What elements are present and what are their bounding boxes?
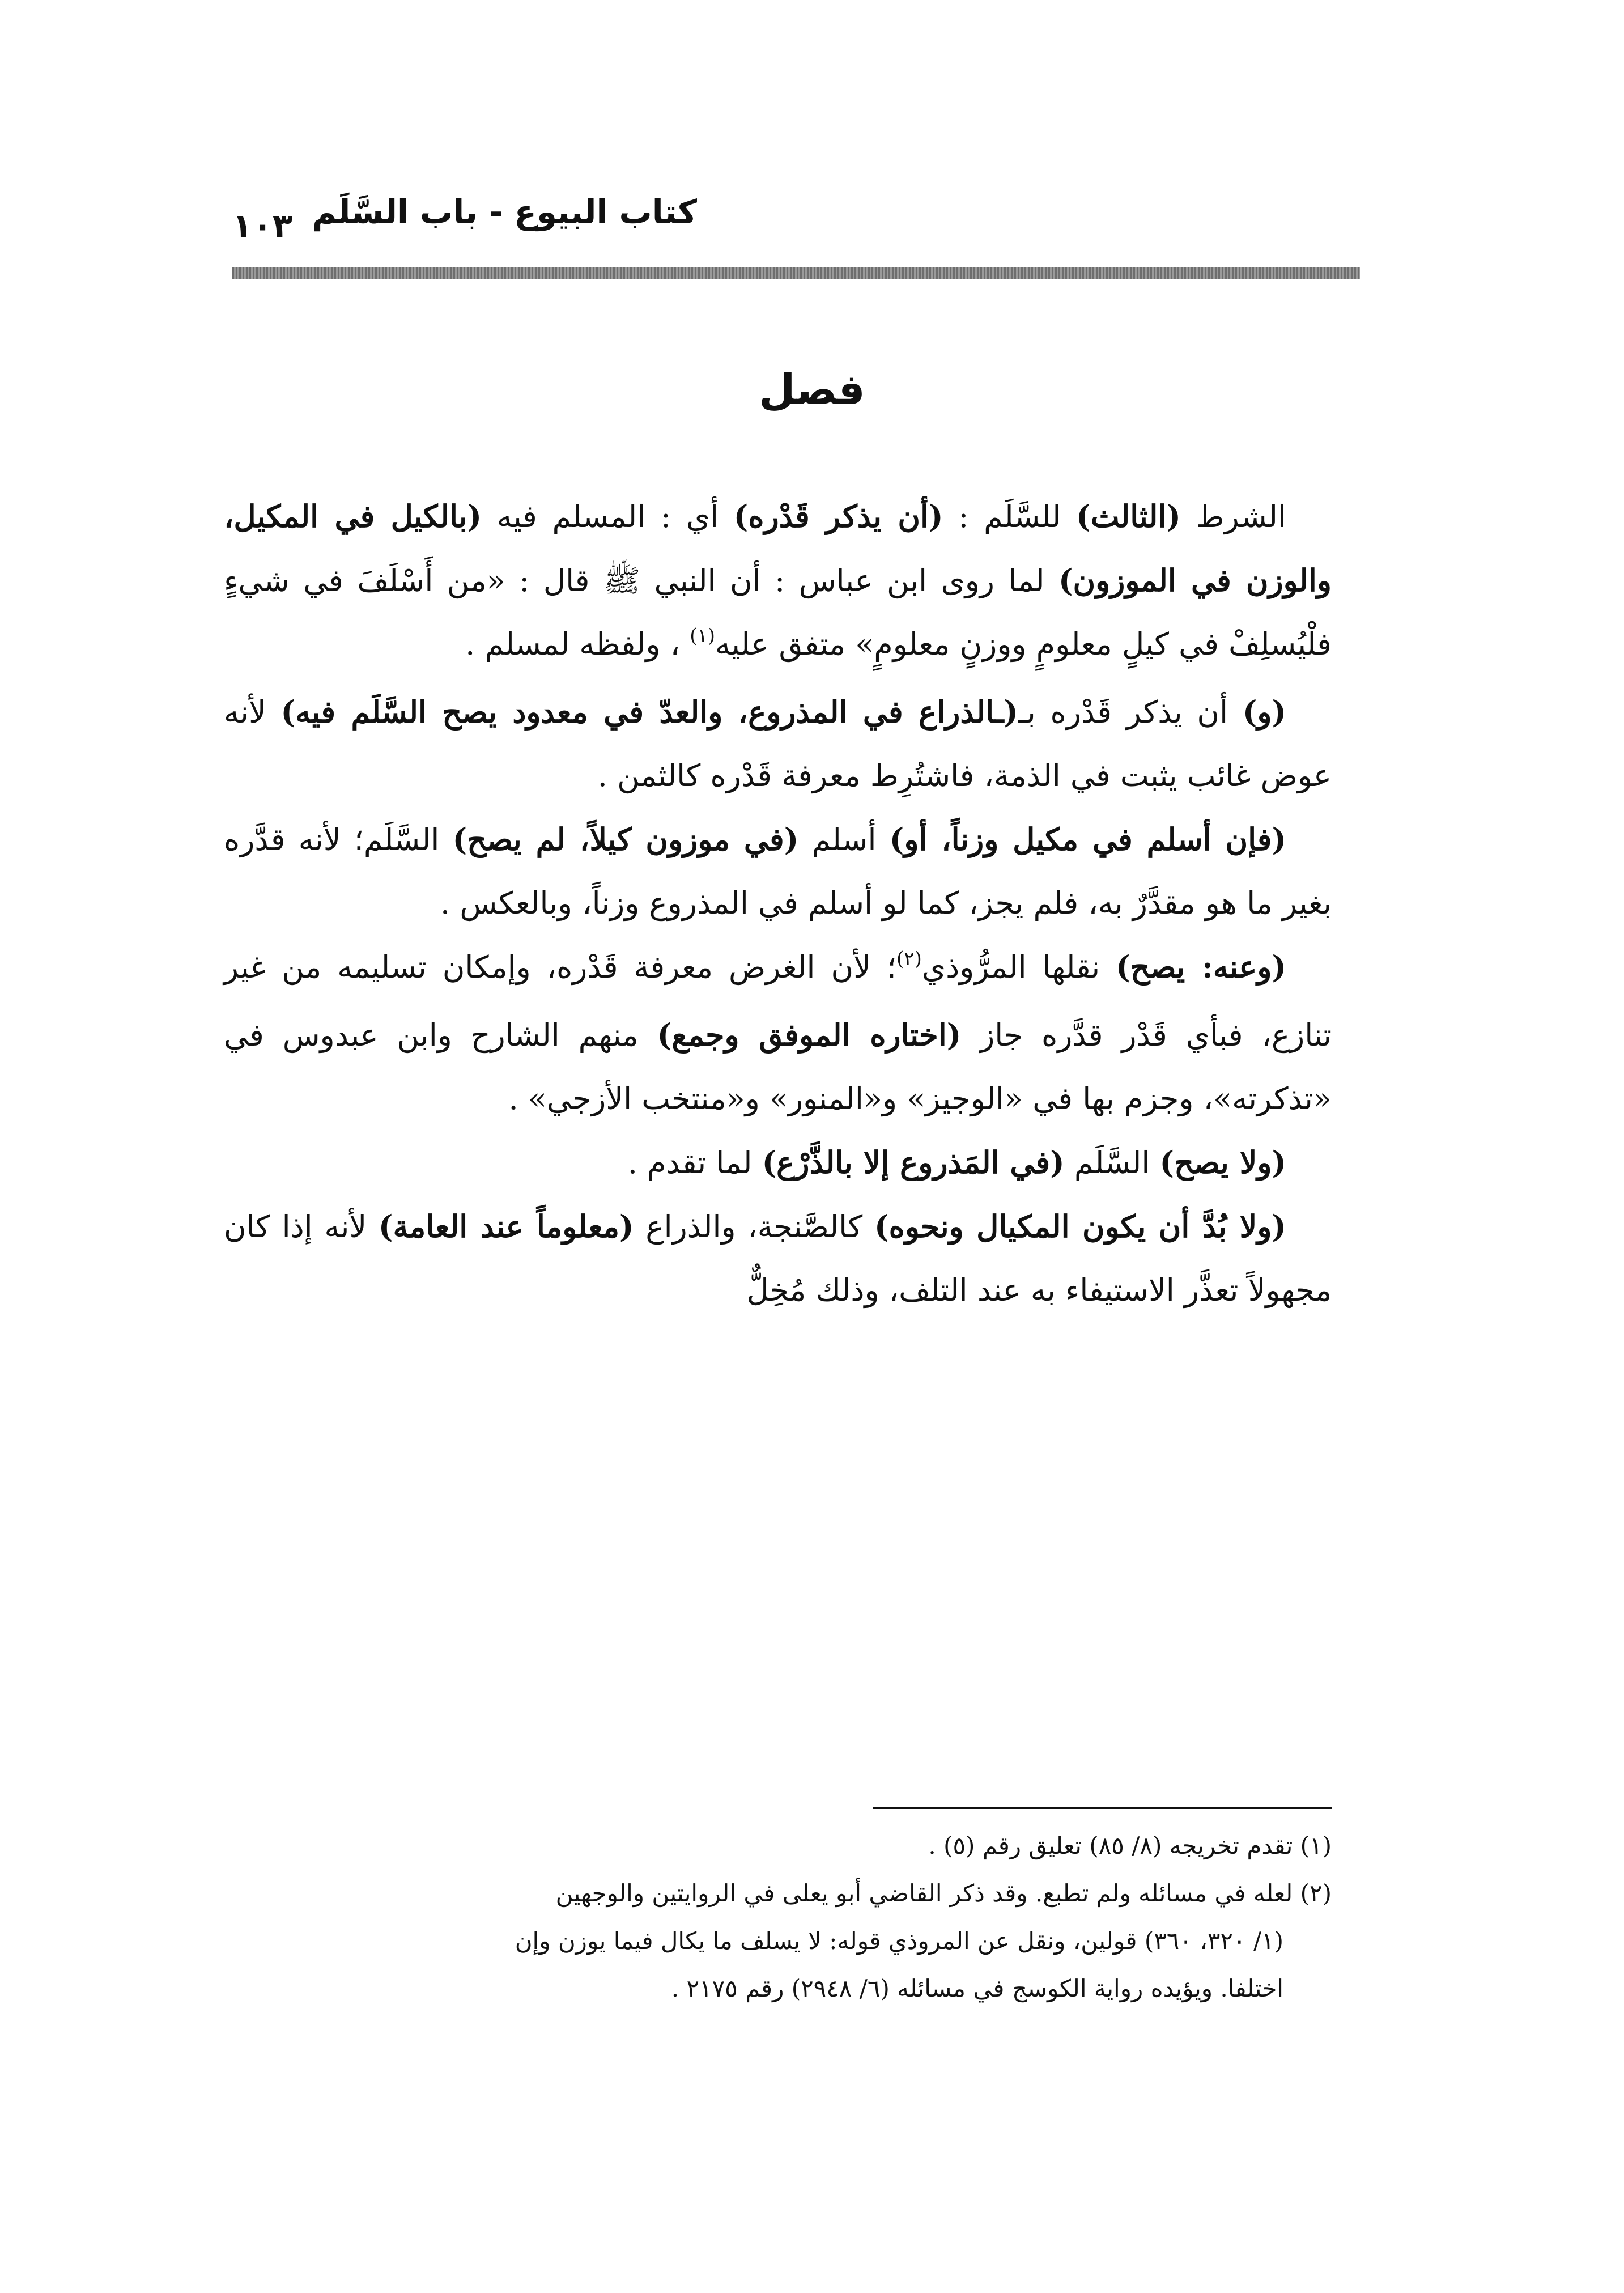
p2-bold-c: (ـالذراع في المذروع، والعدّ في معدود يصح السَّلَم فيه) bbox=[280, 694, 1018, 730]
p5-text-b: السَّلَم bbox=[1064, 1145, 1160, 1181]
p3-text-d: السَّلَم؛ لأنه قدَّره بغير ما هو مقدَّرٌ به، فلم يجز، كما لو أسلم في المذروع وزناً، وبالعكس . bbox=[224, 822, 1332, 921]
p3-bold-c: (في موزون كيلاً، لم يصح) bbox=[452, 821, 799, 857]
main-text bbox=[224, 485, 1332, 1322]
p2-text-d: لأنه عوض غائب يثبت في الذمة، فاشتُرِط معرفة قَدْره كالثمن . bbox=[224, 694, 1332, 793]
p1-bold-f: (بالكيل في المكيل، والوزن في الموزون) bbox=[224, 498, 1332, 598]
section-heading: فصل bbox=[759, 366, 865, 414]
p4-text-b: نقلها المرُّوذي bbox=[921, 949, 1116, 985]
page-number: ١٠٣ bbox=[232, 206, 293, 245]
p1-text-h: ، ولفظه لمسلم . bbox=[465, 626, 690, 662]
p5-text-d: لما تقدم . bbox=[627, 1145, 762, 1181]
p4-text-e: منهم الشارح وابن عبدوس في «تذكرته»، وجزم بها في «الوجيز» و«المنور» و«منتخب الأزجي» . bbox=[224, 1017, 1332, 1116]
paragraph-1 bbox=[224, 485, 1332, 680]
footnote-2-line-1: (٢) لعله في مسائله ولم تطبع. وقد ذكر القاضي أبو يعلى في الروايتين والوجهين bbox=[555, 1879, 1332, 1907]
p6-text-b: كالصَّنجة، والذراع bbox=[634, 1209, 875, 1245]
footnote-2-line-2: (١/ ٣٢٠، ٣٦٠) قولين، ونقل عن المروذي قوله: لا يسلف ما يكال فيما يوزن وإن bbox=[515, 1927, 1283, 1955]
p1-text-e: أي : المسلم فيه bbox=[482, 499, 734, 534]
paragraph-5 bbox=[224, 1131, 1332, 1195]
p2-text-b: أن يذكر قَدْره بـ bbox=[1018, 694, 1243, 730]
p3-bold-a: (فإن أسلم في مكيل وزناً، أو) bbox=[889, 821, 1286, 857]
p1-text-g: لما روى ابن عباس : أن النبي ﷺ قال : «من أَسْلَفَ في شيءٍ فلْيُسلِفْ في كيلٍ معلومٍ ووزنٍ معلومٍ» متفق عليه bbox=[224, 563, 1332, 662]
paragraph-2 bbox=[224, 680, 1332, 808]
p4-bold-d: (اختاره الموفق وجمع) bbox=[657, 1017, 962, 1053]
footnote-ref-1[interactable]: (١) bbox=[690, 625, 715, 647]
running-title: كتاب البيوع - باب السَّلَم bbox=[312, 193, 697, 231]
footnote-1: (١) تقدم تخريجه (٨/ ٨٥) تعليق رقم (٥) . bbox=[928, 1832, 1332, 1859]
page-header bbox=[232, 193, 1360, 255]
p5-bold-a: (ولا يصح) bbox=[1159, 1144, 1286, 1181]
footnote-2-line-3: اختلفا. ويؤيده رواية الكوسج في مسائله (٦/ ٢٩٤٨) رقم ٢١٧٥ . bbox=[671, 1974, 1283, 2002]
p6-bold-a: (ولا بُدَّ أن يكون المكيال ونحوه) bbox=[874, 1208, 1286, 1245]
p5-bold-c: (في المَذروع إلا بالذَّرْع) bbox=[762, 1144, 1065, 1181]
p4-bold-a: (وعنه: يصح) bbox=[1116, 949, 1287, 985]
p1-text-a: الشرط bbox=[1180, 499, 1287, 534]
p1-text-c: للسَّلَم : bbox=[943, 499, 1077, 534]
paragraph-3 bbox=[224, 808, 1332, 935]
footnote-ref-2[interactable]: (٢) bbox=[896, 948, 922, 970]
p1-bold-d: (أن يذكر قَدْره) bbox=[733, 498, 943, 534]
footnote-separator bbox=[873, 1807, 1332, 1809]
header-rule bbox=[232, 267, 1360, 279]
p6-text-d: لأنه إذا كان مجهولاً تعذَّر الاستيفاء به عند التلف، وذلك مُخِلٌّ bbox=[224, 1209, 1332, 1308]
p4-text-c: ؛ لأن الغرض معرفة قَدْره، وإمكان تسليمه من غير تنازع، فبأي قَدْر قدَّره جاز bbox=[224, 949, 1332, 1053]
paragraph-4 bbox=[224, 935, 1332, 1131]
p6-bold-c: (معلوماً عند العامة) bbox=[378, 1208, 634, 1245]
p3-text-b: أسلم bbox=[798, 822, 890, 857]
p1-bold-b: (الثالث) bbox=[1076, 498, 1181, 534]
paragraph-6 bbox=[224, 1195, 1332, 1322]
p2-bold-a: (و) bbox=[1242, 694, 1286, 730]
footnotes bbox=[224, 1822, 1332, 2012]
